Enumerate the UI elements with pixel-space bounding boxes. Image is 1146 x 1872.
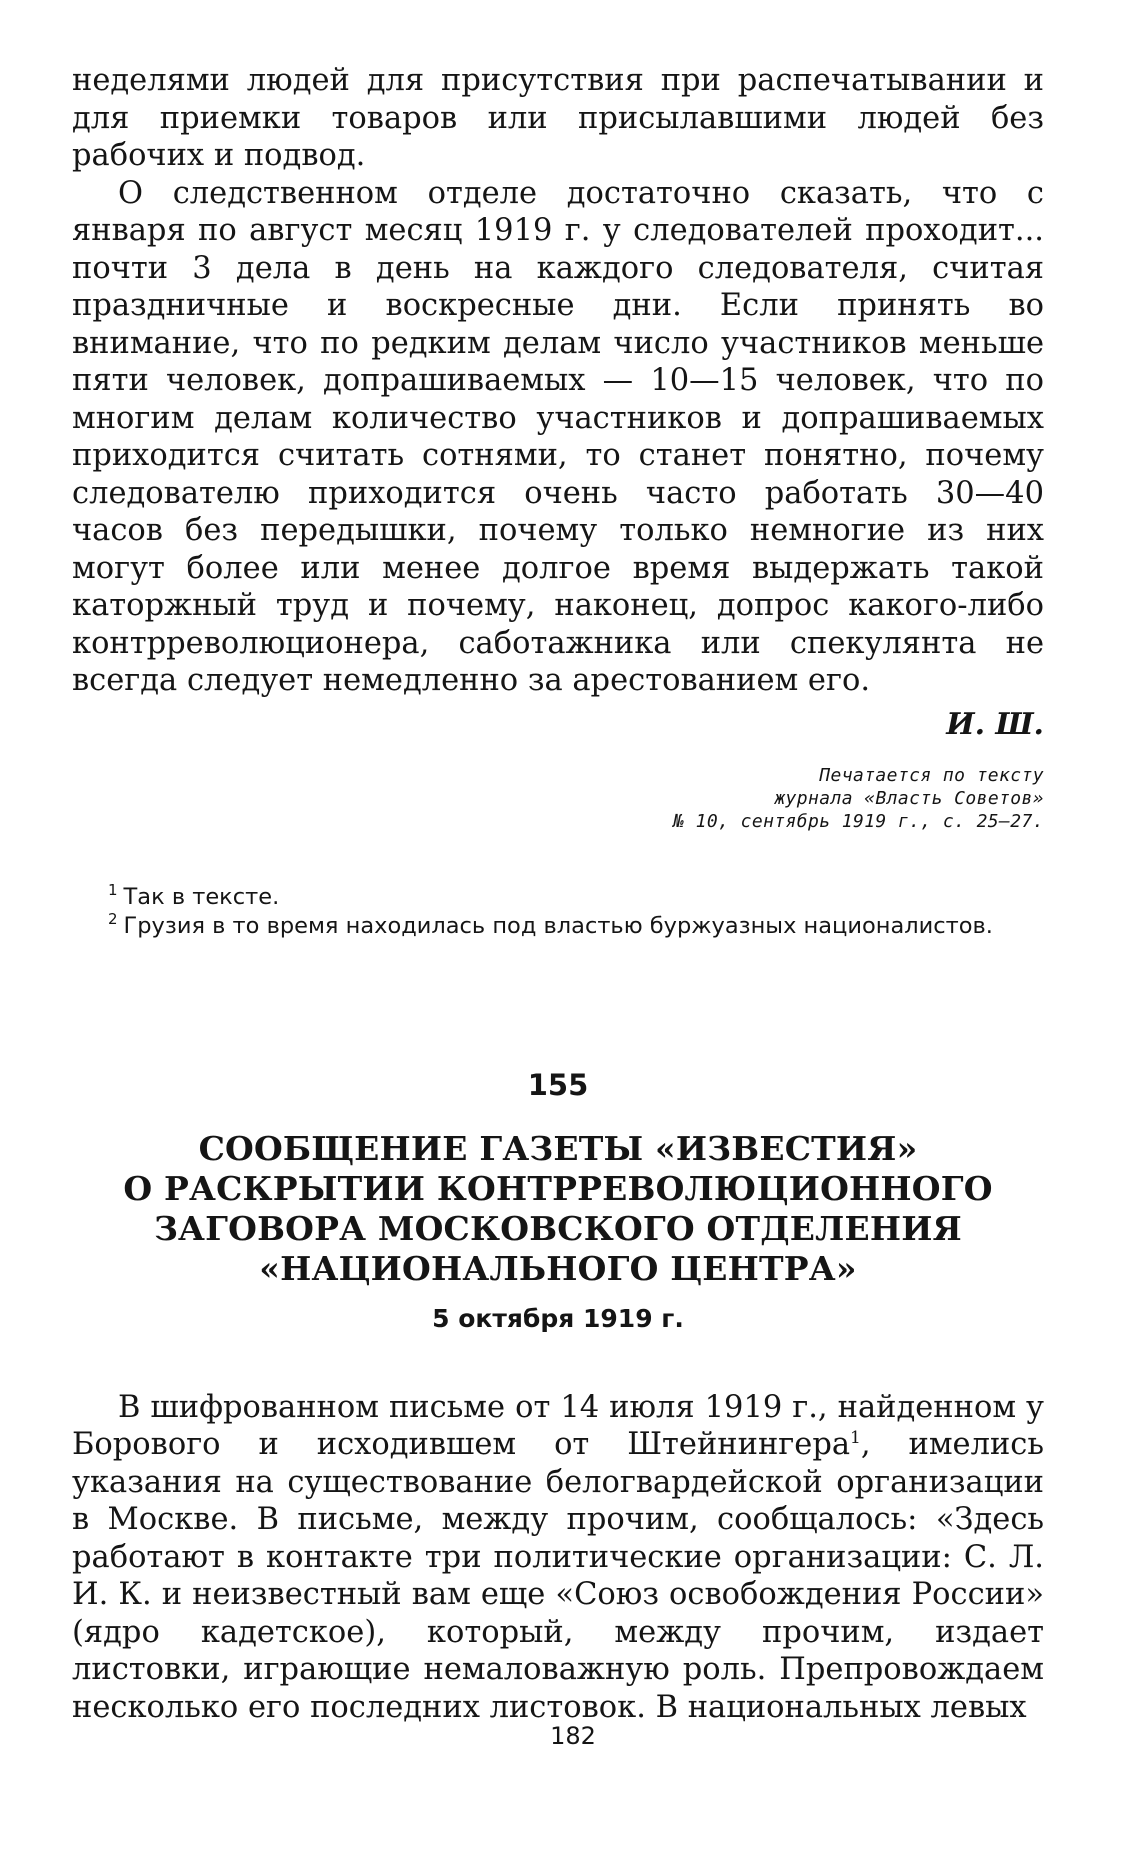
- footnotes: [72, 883, 1044, 941]
- source-note-line: Печатается по тексту: [819, 764, 1044, 786]
- footnote-text: Грузия в то время находилась под властью буржуазных националистов.: [123, 912, 993, 939]
- source-note-line: журнала «Власть Советов»: [774, 787, 1044, 809]
- document-number: 155: [527, 1067, 589, 1102]
- page-content: [72, 62, 1044, 1726]
- document-title-line: «НАЦИОНАЛЬНОГО ЦЕНТРА»: [259, 1248, 857, 1288]
- body-text: В шифрованном письме от 14 июля 1919 г., найденном у Борового и исходившем от Штейнингера: [72, 1389, 1044, 1462]
- footnote-mark: 2: [108, 910, 118, 928]
- footnote-text: Так в тексте.: [123, 883, 280, 910]
- paragraph-continuation: неделями людей для присутствия при распечатывании и для приемки товаров или присылавшими людей без рабочих и подвод.: [72, 63, 1044, 173]
- document-body: [72, 1389, 1044, 1727]
- paragraph-investigation-department: О следственном отделе достаточно сказать, что с января по август месяц 1919 г. у следователей проходит... почти 3 дела в день на каждого следователя, считая праздничные и воскресные дни. Если принять во внимание, что по редким делам число участников меньше пяти человек, допрашиваемых — 10—15 человек, что по многим делам количество участников и допрашиваемых приходится считать сотнями, то станет понятно, почему следователю приходится очень часто работать 30—40 часов без передышки, почему только немногие из них могут более или менее долгое время выдержать такой каторжный труд и почему, наконец, допрос какого-либо контрреволюционера, саботажника или спекулянта не всегда следует немедленно за арестованием его.: [72, 175, 1044, 698]
- source-note: [72, 764, 1044, 833]
- footnote-reference: 1: [850, 1427, 861, 1448]
- document-title: [72, 1129, 1044, 1289]
- footnote-mark: 1: [108, 881, 118, 899]
- page-number: 182: [550, 1722, 596, 1750]
- source-note-line: № 10, сентябрь 1919 г., с. 25—27.: [673, 810, 1044, 832]
- footnote-2: [72, 912, 1044, 941]
- author-signature: И. Ш.: [946, 706, 1044, 742]
- document-title-line: СООБЩЕНИЕ ГАЗЕТЫ «ИЗВЕСТИЯ»: [198, 1128, 918, 1168]
- document-title-line: ЗАГОВОРА МОСКОВСКОГО ОТДЕЛЕНИЯ: [154, 1208, 962, 1248]
- document-title-line: О РАСКРЫТИИ КОНТРРЕВОЛЮЦИОННОГО: [123, 1168, 993, 1208]
- document-date: 5 октября 1919 г.: [432, 1303, 684, 1333]
- footnote-1: [72, 883, 1044, 912]
- body-text: , имелись указания на существование белогвардейской организации в Москве. В письме, между прочим, сообщалось: «Здесь работают в контакте три политические организации: С. Л. И. К. и неизвестный вам еще «Союз освобождения России» (ядро кадетское), который, между прочим, издает листовки, играющие немаловажную роль. Препровождаем несколько его последних листовок. В национальных левых: [72, 1427, 1044, 1725]
